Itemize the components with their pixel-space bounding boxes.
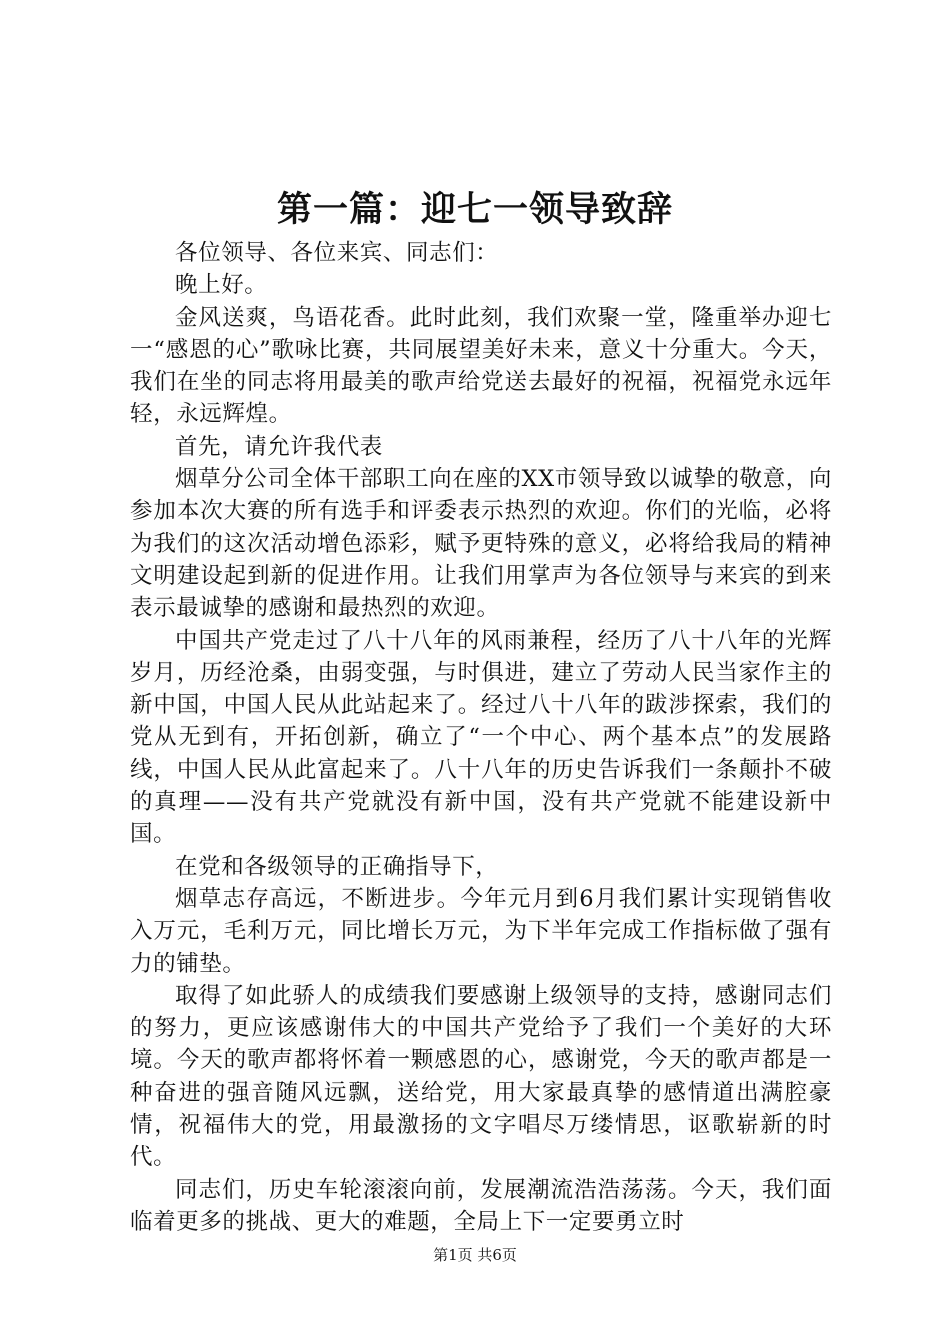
paragraph: 烟草分公司全体干部职工向在座的XX市领导致以诚挚的敬意，向参加本次大赛的所有选手和评委表示热烈的欢迎。你们的光临，必将为我们的这次活动增色添彩，赋予更特殊的意义，必将给我局的精神文明建设起到新的促进作用。让我们用掌声为各位领导与来宾的到来表示最诚挚的感谢和最热烈的欢迎。: [130, 466, 832, 622]
page-footer: 第1页 共6页: [433, 1246, 517, 1264]
paragraph: 同志们，历史车轮滚滚向前，发展潮流浩浩荡荡。今天，我们面临着更多的挑战、更大的难题，全局上下一定要勇立时: [130, 1176, 832, 1235]
paragraph: 首先，请允许我代表: [175, 433, 383, 460]
paragraph: 中国共产党走过了八十八年的风雨兼程，经历了八十八年的光辉岁月，历经沧桑，由弱变强，与时俱进，建立了劳动人民当家作主的新中国，中国人民从此站起来了。经过八十八年的跋涉探索，我们的党从无到有，开拓创新，确立了“一个中心、两个基本点”的发展路线，中国人民从此富起来了。八十八年的历史告诉我们一条颠扑不破的真理——没有共产党就没有新中国，没有共产党就不能建设新中国。: [130, 627, 832, 848]
paragraph-greeting: 各位领导、各位来宾、同志们：: [175, 240, 499, 266]
document-body: [130, 237, 832, 1238]
paragraph: 取得了如此骄人的成绩我们要感谢上级领导的支持，感谢同志们的努力，更应该感谢伟大的中国共产党给予了我们一个美好的大环境。今天的歌声都将怀着一颗感恩的心，感谢党，今天的歌声都是一种奋进的强音随风远飘，送给党，用大家最真挚的感情道出满腔豪情，祝福伟大的党，用最激扬的文字唱尽万缕情思，讴歌崭新的时代。: [130, 982, 832, 1171]
paragraph: 金风送爽，鸟语花香。此时此刻，我们欢聚一堂，隆重举办迎七一“感恩的心”歌咏比赛，共同展望美好未来，意义十分重大。今天，我们在坐的同志将用最美的歌声给党送去最好的祝福，祝福党永远年轻，永远辉煌。: [130, 304, 832, 428]
paragraph: 烟草志存高远，不断进步。今年元月到6月我们累计实现销售收入万元，毛利万元，同比增长万元，为下半年完成工作指标做了强有力的铺垫。: [130, 885, 832, 977]
paragraph-good-evening: 晚上好。: [175, 272, 268, 299]
paragraph: 在党和各级领导的正确指导下，: [175, 853, 499, 880]
document-title: 第一篇：迎七一领导致辞: [276, 189, 673, 230]
